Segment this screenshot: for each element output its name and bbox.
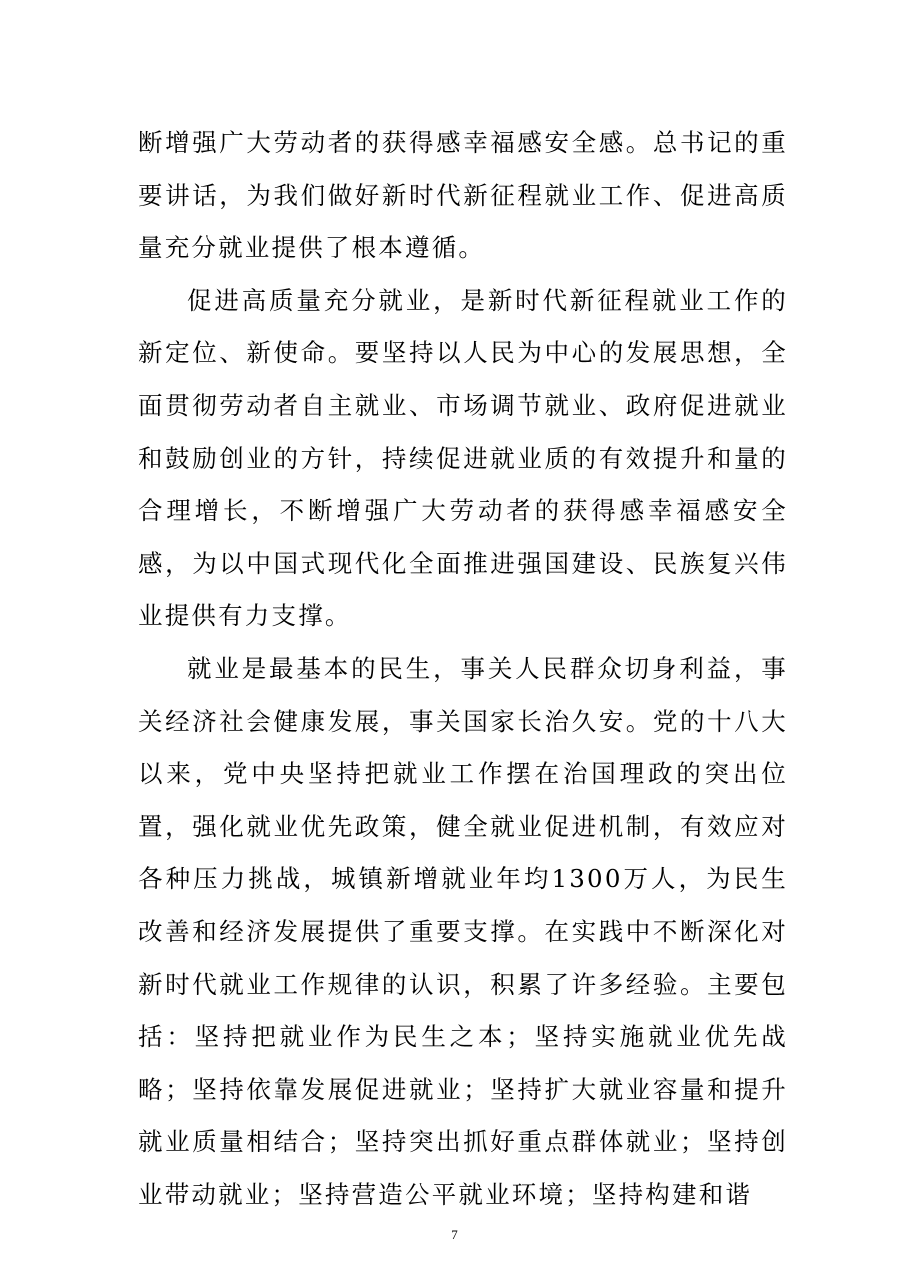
paragraph-employment-livelihood: 就业是最基本的民生，事关人民群众切身利益，事关经济社会健康发展，事关国家长治久安。党的十八大以来，党中央坚持把就业工作摆在治国理政的突出位置，强化就业优先政策，健全就业促进机制，有效应对各种压力挑战，城镇新增就业年均1300万人，为民生改善和经济发展提供了重要支撑。在实践中不断深化对新时代就业工作规律的认识，积累了许多经验。主要包括：坚持把就业作为民生之本；坚持实施就业优先战略；坚持依靠发展促进就业；坚持扩大就业容量和提升就业质量相结合；坚持突出抓好重点群体就业；坚持创业带动就业；坚持营造公平就业环境；坚持构建和谐 bbox=[138, 653, 788, 1209]
paragraph-continuation: 断增强广大劳动者的获得感幸福感安全感。总书记的重要讲话，为我们做好新时代新征程就业工作、促进高质量充分就业提供了根本遵循。 bbox=[138, 128, 788, 263]
document-body bbox=[138, 117, 788, 1221]
page-number: 7 bbox=[451, 1227, 458, 1242]
paragraph-employment-mission: 促进高质量充分就业，是新时代新征程就业工作的新定位、新使命。要坚持以人民为中心的发展思想，全面贯彻劳动者自主就业、市场调节就业、政府促进就业和鼓励创业的方针，持续促进就业质的有效提升和量的合理增长，不断增强广大劳动者的获得感幸福感安全感，为以中国式现代化全面推进强国建设、民族复兴伟业提供有力支撑。 bbox=[138, 285, 788, 631]
